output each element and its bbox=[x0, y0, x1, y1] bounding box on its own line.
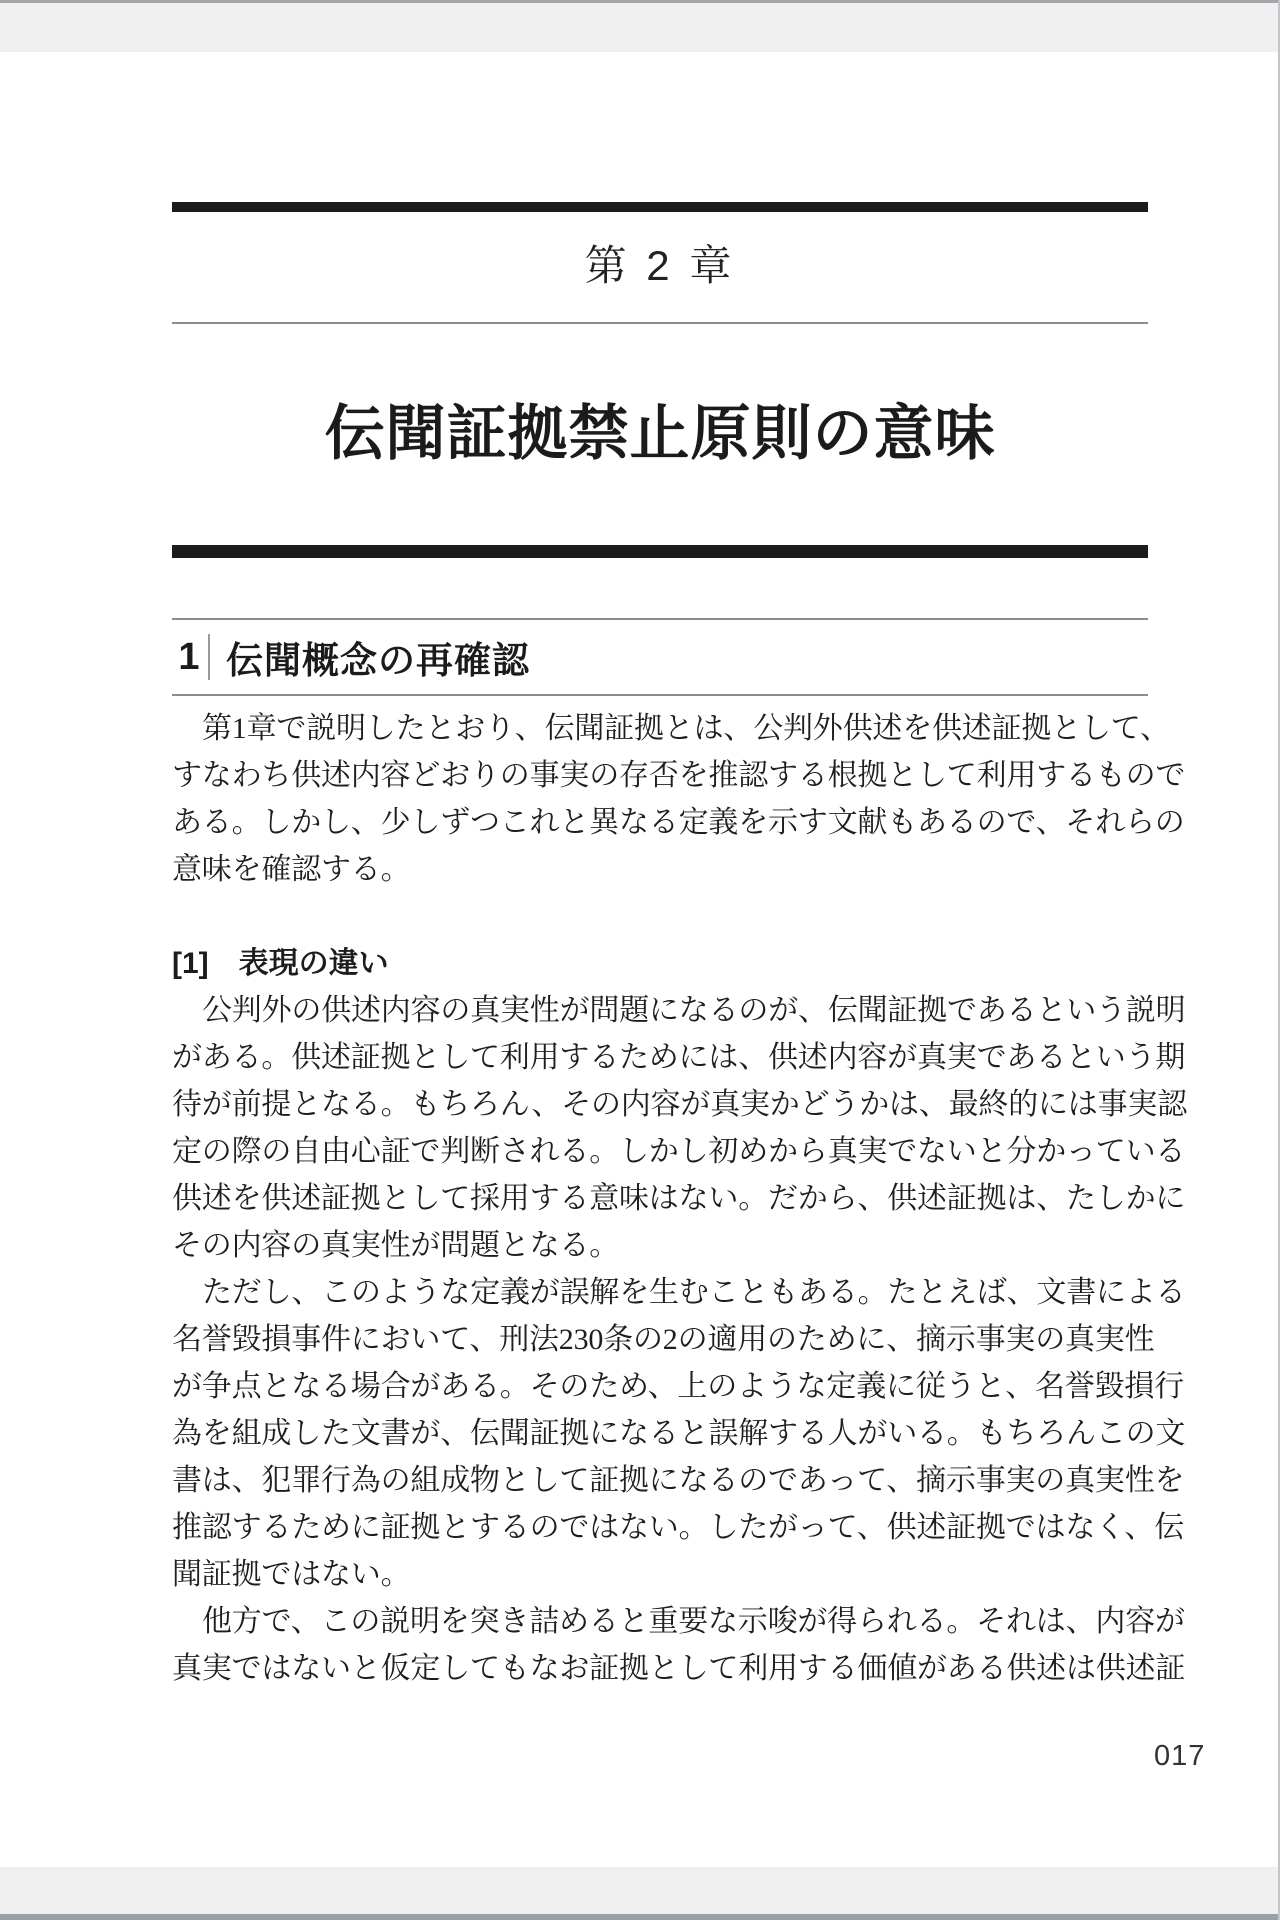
body-line: ただし、このような定義が誤解を生むこともある。たとえば、文書による bbox=[202, 1276, 1186, 1309]
body-line: 書は、犯罪行為の組成物として証拠になるのであって、摘示事実の真実性を bbox=[172, 1464, 1185, 1497]
chapter-title: 伝聞証拠禁止原則の意味 bbox=[324, 400, 996, 467]
section-divider bbox=[208, 634, 210, 680]
body-line: 為を組成した文書が、伝聞証拠になると誤解する人がいる。もちろんこの文 bbox=[172, 1417, 1186, 1450]
body-line: 他方で、この説明を突き詰めると重要な示唆が得られる。それは、内容が bbox=[202, 1605, 1185, 1638]
body-text bbox=[172, 705, 1187, 1692]
viewer-bottom-band bbox=[0, 1867, 1280, 1920]
body-line: が争点となる場合がある。そのため、上のような定義に従うと、名誉毀損行 bbox=[172, 1370, 1184, 1403]
body-line: 推認するために証拠とするのではない。したがって、供述証拠ではなく、伝 bbox=[172, 1511, 1184, 1544]
body-line: 真実ではないと仮定してもなお証拠として利用する価値がある供述は供述証 bbox=[172, 1652, 1186, 1685]
body-line: 供述を供述証拠として採用する意味はない。だから、供述証拠は、たしかに bbox=[172, 1182, 1186, 1215]
page-number: 017 bbox=[1154, 1740, 1206, 1772]
body-line: すなわち供述内容どおりの事実の存否を推認する根拠として利用するもので bbox=[172, 759, 1186, 792]
body-line: 待が前提となる。もちろん、その内容が真実かどうかは、最終的には事実認 bbox=[172, 1088, 1187, 1121]
body-line: 意味を確認する。 bbox=[172, 853, 411, 886]
body-line: 名誉毀損事件において、刑法230条の2の適用のために、摘示事実の真実性 bbox=[172, 1323, 1155, 1356]
paragraph-spacer bbox=[172, 893, 1148, 940]
section-heading bbox=[172, 618, 1148, 696]
section-title: 伝聞概念の再確認 bbox=[226, 640, 530, 681]
chapter-rule-heavy-bottom bbox=[172, 545, 1148, 558]
chapter-thin-rule bbox=[172, 322, 1148, 324]
body-line: がある。供述証拠として利用するためには、供述内容が真実であるという期 bbox=[172, 1041, 1186, 1074]
chapter-rule-heavy-top bbox=[172, 202, 1148, 212]
section-number: 1 bbox=[178, 635, 200, 678]
chapter-number-label: 第 2 章 bbox=[584, 242, 736, 289]
body-line: 公判外の供述内容の真実性が問題になるのが、伝聞証拠であるという説明 bbox=[202, 994, 1186, 1027]
body-line: 定の際の自由心証で判断される。しかし初めから真実でないと分かっている bbox=[172, 1135, 1186, 1168]
body-line: 第1章で説明したとおり、伝聞証拠とは、公判外供述を供述証拠として、 bbox=[202, 712, 1170, 745]
subheading-1: [1] 表現の違い bbox=[172, 947, 389, 980]
body-line: ある。しかし、少しずつこれと異なる定義を示す文献もあるので、それらの bbox=[172, 806, 1185, 839]
body-line: 聞証拠ではない。 bbox=[172, 1558, 411, 1591]
viewer-top-band bbox=[0, 0, 1280, 52]
body-line: その内容の真実性が問題となる。 bbox=[172, 1229, 619, 1262]
